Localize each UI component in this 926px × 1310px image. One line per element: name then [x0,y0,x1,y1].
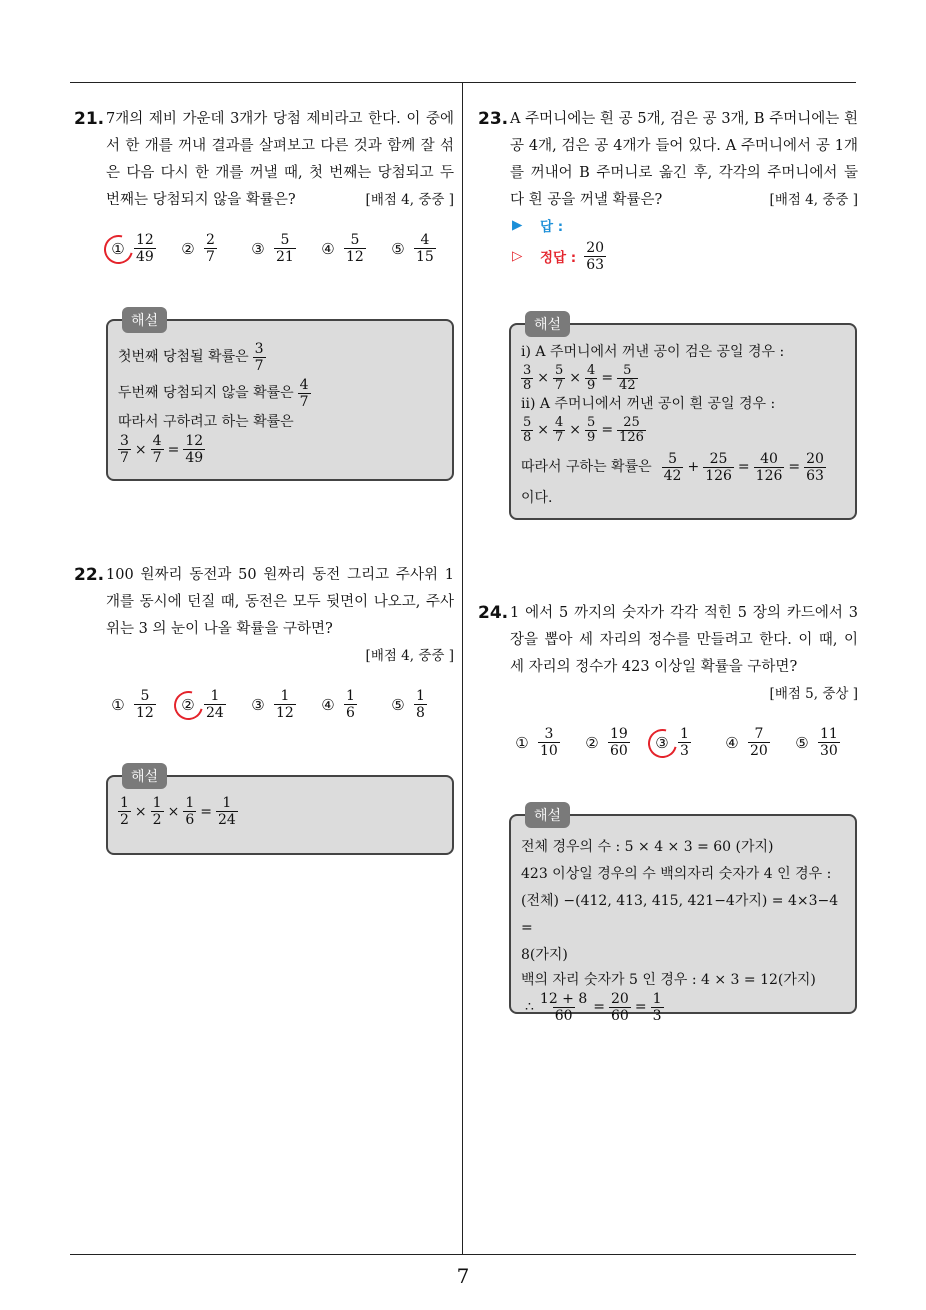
math-operator: = [593,999,606,1015]
solution-box-23 [509,317,857,520]
fraction: $\frac{1}{12}$ [276,688,294,721]
choice-4[interactable] [722,726,770,759]
equation [521,991,845,1024]
fraction: $\frac{20}{60}$ [611,991,629,1024]
fraction: $\frac{1}{24}$ [206,688,224,721]
selected-choice-marker: ③ [652,734,672,752]
page-number: 7 [456,1264,470,1288]
choices-21 [108,232,454,268]
fraction: $\frac{5}{9}$ [587,414,596,445]
selected-choice-marker: ① [108,240,128,258]
fraction: $\frac{4}{7}$ [299,376,309,410]
solution-line: 423 이상일 경우의 수 백의자리 숫자가 4 인 경우 : [521,866,832,882]
choices-24 [512,726,858,762]
bottom-rule [70,1254,856,1255]
solution-line: 백의 자리 숫자가 5 인 경우 : 4 × 3 = 12(가지) [521,972,816,988]
choice-marker: ① [111,695,125,714]
fraction: $\frac{1}{6}$ [185,795,195,828]
choice-2[interactable] [582,726,630,759]
math-operator: × [569,370,582,386]
fraction: $\frac{12}{49}$ [185,433,204,466]
math-operator: = [737,459,750,475]
problem-text: 100 원짜리 동전과 50 원짜리 동전 그리고 주사위 1 개를 동시에 던질 때, 동전은 모두 뒷면이 나오고, 주사위는 3 의 눈이 나올 확률을 구하면? [106,567,454,637]
solution-line: 따라서 구하는 확률은 [521,459,652,475]
fraction: $\frac{12}{49}$ [136,232,154,265]
choice-marker: ③ [251,239,265,258]
choice-5[interactable] [792,726,840,759]
play-outline-icon: ▷ [512,248,523,264]
fraction: $\frac{1}{24}$ [217,795,236,828]
solution-line: 이다. [521,490,553,506]
choice-1[interactable] [108,232,156,265]
choice-marker: ⑤ [391,239,405,258]
score-label: [배점 4, 중중 ] [365,192,454,208]
fraction: $\frac{1}{6}$ [346,688,355,721]
fraction: $\frac{4}{7}$ [152,433,162,466]
fraction: $\frac{4}{15}$ [416,232,434,265]
choice-3[interactable] [248,232,296,265]
fraction: $\frac{5}{7}$ [555,362,564,393]
choice-2[interactable] [178,232,217,265]
selected-choice-marker: ② [178,696,198,714]
fraction: $\frac{3}{7}$ [120,433,129,466]
choice-marker: ④ [321,695,335,714]
math-operator: × [134,441,147,458]
choice-marker: ③ [251,695,265,714]
equation [521,413,845,447]
math-operator: = [167,441,180,458]
fraction: $\frac{2}{7}$ [206,232,215,265]
correct-answer: $\frac{20}{63}$ [586,239,605,273]
math-operator: × [167,803,180,820]
math-operator: + [687,459,700,475]
choice-marker: ① [515,733,529,752]
math-operator: = [200,803,212,820]
solution-tag: 해설 [525,802,570,828]
fraction: $\frac{19}{60}$ [610,726,628,759]
fraction: $\frac{3}{7}$ [254,340,264,374]
fraction: $\frac{3}{8}$ [523,362,532,393]
score-label: [배점 4, 중중 ] [365,648,454,664]
choice-1[interactable] [512,726,560,759]
column-divider [462,82,463,1254]
choice-2[interactable] [178,688,226,721]
solution-line: 8(가지) [521,947,568,963]
equation [118,433,442,466]
solution-box-22 [106,769,454,855]
fraction: $\frac{25}{126}$ [705,450,732,484]
math-operator: × [569,422,582,438]
score-label: [배점 5, 중상 ] [769,686,858,702]
choices-22 [108,688,454,724]
math-operator: = [601,422,614,438]
fraction: $\frac{3}{10}$ [540,726,558,759]
problem-number: 23. [478,109,509,129]
answer-label: 답 : [540,219,564,235]
choice-marker: ⑤ [795,733,809,752]
solution-box-24 [509,808,857,1024]
play-filled-icon: ▶ [512,217,523,233]
solution-tag: 해설 [525,311,570,337]
top-rule [70,82,856,83]
math-operator: × [134,803,147,820]
choice-marker: ④ [725,733,739,752]
fraction: $\frac{11}{30}$ [820,726,838,759]
choice-4[interactable] [318,688,357,721]
fraction: $\frac{4}{9}$ [587,362,596,393]
solution-line: 두번째 당첨되지 않을 확률은 [118,385,294,401]
problem-number: 22. [74,565,105,585]
choice-3[interactable] [248,688,296,721]
case-2: ⅱ) A 주머니에서 꺼낸 공이 흰 공일 경우 : [521,396,776,412]
math-operator: = [601,370,614,386]
fraction: $\frac{1}{3}$ [652,991,662,1024]
fraction: $\frac{1}{2}$ [120,795,129,828]
solution-line: 전체 경우의 수 : 5 × 4 × 3 = 60 (가지) [521,839,774,855]
math-operator: = [788,459,801,475]
problem-number: 24. [478,603,509,623]
fraction: $\frac{4}{7}$ [555,414,564,445]
choice-3[interactable] [652,726,691,759]
problem-text: 7개의 제비 가운데 3개가 당첨 제비라고 한다. 이 중에서 한 개를 꺼내 결과를 살펴보고 다른 것과 함께 잘 섞은 다음 다시 한 개를 꺼낼 때, 첫 번째는 당첨되고 두 번째는 당첨되지 않을 확률은? [106,111,454,208]
fraction: $\frac{20}{63}$ [806,450,824,484]
fraction: $\frac{1}{2}$ [152,795,162,828]
choice-5[interactable] [388,688,427,721]
solution-tag: 해설 [122,307,167,333]
math-operator: = [634,999,647,1015]
choice-4[interactable] [318,232,366,265]
choice-marker: ② [181,239,195,258]
equation [118,795,442,828]
fraction: $\frac{25}{126}$ [619,414,644,445]
fraction: $\frac{40}{126}$ [755,450,783,484]
math-operator: × [537,422,550,438]
score-label: [배점 4, 중중 ] [769,192,858,208]
correct-label: 정답 : [540,250,577,266]
math-operator: ∴ [525,999,534,1015]
answer-area [512,214,852,276]
fraction: $\frac{5}{8}$ [523,414,532,445]
fraction: $\frac{5}{21}$ [276,232,294,265]
fraction: $\frac{12 + 8}{60}$ [539,991,588,1024]
fraction: $\frac{5}{12}$ [346,232,364,265]
solution-box-21 [106,313,454,481]
fraction: $\frac{1}{8}$ [416,688,425,721]
solution-line: (전체) −(412, 413, 415, 421−4가지) = 4×3−4 = [521,893,839,936]
choice-1[interactable] [108,688,156,721]
fraction: $\frac{5}{42}$ [619,362,636,393]
choice-5[interactable] [388,232,436,265]
problem-text: A 주머니에는 흰 공 5개, 검은 공 3개, B 주머니에는 흰 공 4개, 검은 공 4개가 들어 있다. A 주머니에서 공 1개를 꺼내어 B 주머니로 옮긴 후, 각각의 주머니에서 둘 다 흰 공을 꺼낼 확률은? [510,111,858,208]
fraction: $\frac{5}{42}$ [663,450,682,484]
choice-marker: ② [585,733,599,752]
equation [521,361,845,395]
fraction: $\frac{1}{3}$ [680,726,689,759]
choice-marker: ④ [321,239,335,258]
case-1: ⅰ) A 주머니에서 꺼낸 공이 검은 공일 경우 : [521,344,785,360]
solution-line: 따라서 구하려고 하는 확률은 [118,414,294,430]
solution-tag: 해설 [122,763,167,789]
choice-marker: ⑤ [391,695,405,714]
fraction: $\frac{5}{12}$ [136,688,154,721]
problem-text: 1 에서 5 까지의 숫자가 각각 적힌 5 장의 카드에서 3 장을 뽑아 세 자리의 정수를 만들려고 한다. 이 때, 이 세 자리의 정수가 423 이상일 확률을 구하면? [510,605,858,675]
fraction: $\frac{7}{20}$ [750,726,768,759]
problem-number: 21. [74,109,105,129]
math-operator: × [537,370,550,386]
solution-line: 첫번째 당첨될 확률은 [118,349,249,365]
